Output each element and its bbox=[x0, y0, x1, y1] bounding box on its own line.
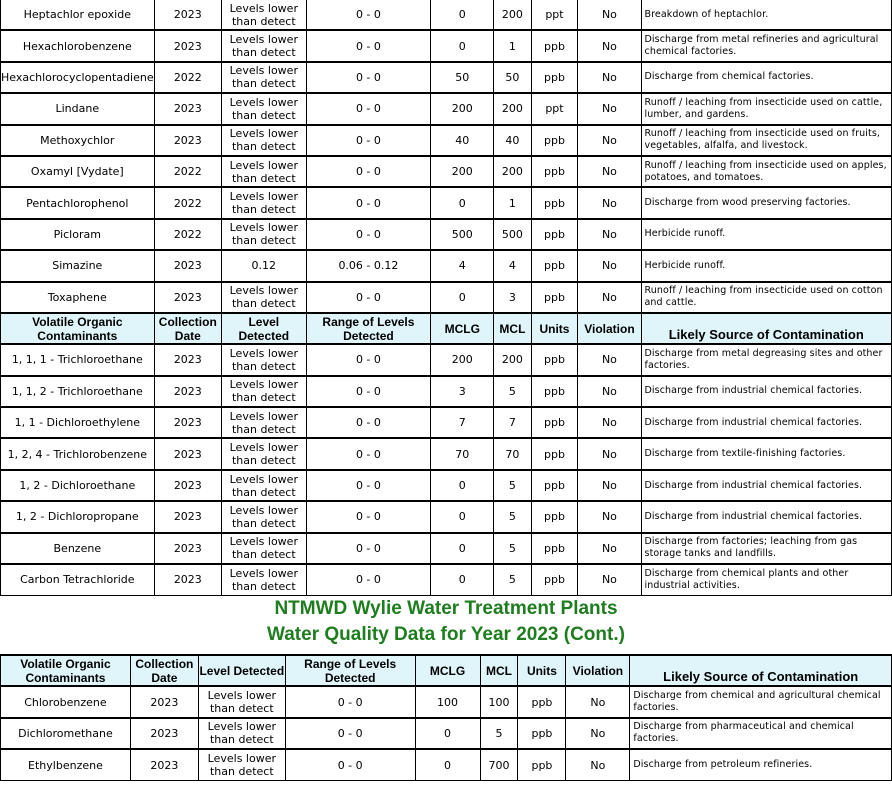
contaminant-name-cell: 1, 1, 1 - Trichloroethane bbox=[1, 344, 155, 375]
range-cell: 0 - 0 bbox=[306, 438, 431, 469]
table-row bbox=[1, 156, 892, 187]
mclg-cell: 0 bbox=[431, 470, 494, 501]
mclg-cell: 0 bbox=[415, 749, 480, 780]
report-title-line1: NTMWD Wylie Water Treatment Plants bbox=[274, 598, 618, 619]
collection-date-cell: 2022 bbox=[154, 156, 221, 187]
mclg-cell: 3 bbox=[431, 376, 494, 407]
units-cell: ppb bbox=[531, 250, 578, 281]
level-detected-cell: Levels lower than detect bbox=[222, 344, 307, 375]
collection-date-cell: 2023 bbox=[154, 533, 221, 564]
table-row bbox=[1, 30, 892, 61]
contaminant-name-cell: Ethylbenzene bbox=[1, 749, 131, 780]
table-row bbox=[1, 470, 892, 501]
collection-date-cell: 2023 bbox=[154, 282, 221, 313]
mcl-cell: 5 bbox=[480, 718, 518, 749]
collection-date-cell: 2023 bbox=[130, 718, 198, 749]
table-header-row bbox=[1, 655, 892, 686]
collection-date-cell: 2022 bbox=[154, 62, 221, 93]
range-cell: 0 - 0 bbox=[306, 564, 431, 595]
units-cell: ppb bbox=[531, 438, 578, 469]
contaminant-name-cell: Oxamyl [Vydate] bbox=[1, 156, 155, 187]
mclg-cell: 0 bbox=[431, 0, 494, 30]
units-cell: ppb bbox=[531, 219, 578, 250]
mclg-cell: 200 bbox=[431, 156, 494, 187]
range-cell: 0 - 0 bbox=[306, 376, 431, 407]
violation-cell: No bbox=[578, 156, 641, 187]
mclg-cell: 500 bbox=[431, 219, 494, 250]
collection-date-cell: 2023 bbox=[130, 749, 198, 780]
mcl-cell: 200 bbox=[494, 0, 531, 30]
contaminant-name-cell: Pentachlorophenol bbox=[1, 187, 155, 218]
violation-cell: No bbox=[578, 501, 641, 532]
likely-source-cell: Runoff / leaching from insecticide used on cotton and cattle. bbox=[641, 282, 891, 313]
report-title bbox=[0, 596, 892, 654]
contaminant-name-cell: Dichloromethane bbox=[1, 718, 131, 749]
violation-cell: No bbox=[566, 718, 630, 749]
table-header-row bbox=[1, 313, 892, 344]
header-contaminant: Volatile Organic Contaminants bbox=[1, 313, 155, 344]
level-detected-cell: Levels lower than detect bbox=[222, 282, 307, 313]
collection-date-cell: 2023 bbox=[154, 470, 221, 501]
header-violation: Violation bbox=[566, 655, 630, 686]
level-detected-cell: Levels lower than detect bbox=[222, 376, 307, 407]
header-source: Likely Source of Contamination bbox=[641, 313, 891, 344]
mcl-cell: 200 bbox=[494, 156, 531, 187]
table-row bbox=[1, 282, 892, 313]
collection-date-cell: 2023 bbox=[154, 125, 221, 156]
table-row bbox=[1, 93, 892, 124]
contaminant-name-cell: 1, 2 - Dichloropropane bbox=[1, 501, 155, 532]
collection-date-cell: 2023 bbox=[154, 376, 221, 407]
units-cell: ppb bbox=[531, 470, 578, 501]
units-cell: ppb bbox=[531, 187, 578, 218]
level-detected-cell: Levels lower than detect bbox=[222, 470, 307, 501]
likely-source-cell: Herbicide runoff. bbox=[641, 250, 891, 281]
table-row bbox=[1, 125, 892, 156]
range-cell: 0 - 0 bbox=[306, 93, 431, 124]
violation-cell: No bbox=[578, 407, 641, 438]
likely-source-cell: Discharge from industrial chemical factories. bbox=[641, 501, 891, 532]
collection-date-cell: 2023 bbox=[154, 344, 221, 375]
violation-cell: No bbox=[566, 749, 630, 780]
level-detected-cell: 0.12 bbox=[222, 250, 307, 281]
range-cell: 0 - 0 bbox=[306, 407, 431, 438]
range-cell: 0 - 0 bbox=[306, 125, 431, 156]
header-range: Range of Levels Detected bbox=[306, 313, 431, 344]
violation-cell: No bbox=[578, 282, 641, 313]
table-row bbox=[1, 749, 892, 780]
header-mcl: MCL bbox=[494, 313, 531, 344]
contaminant-name-cell: 1, 1 - Dichloroethylene bbox=[1, 407, 155, 438]
level-detected-cell: Levels lower than detect bbox=[222, 501, 307, 532]
range-cell: 0 - 0 bbox=[285, 718, 415, 749]
contaminant-name-cell: Chlorobenzene bbox=[1, 686, 131, 717]
likely-source-cell: Discharge from industrial chemical factories. bbox=[641, 407, 891, 438]
header-units: Units bbox=[531, 313, 578, 344]
violation-cell: No bbox=[578, 219, 641, 250]
collection-date-cell: 2023 bbox=[154, 30, 221, 61]
mclg-cell: 100 bbox=[415, 686, 480, 717]
violation-cell: No bbox=[578, 376, 641, 407]
units-cell: ppb bbox=[518, 718, 566, 749]
units-cell: ppb bbox=[518, 749, 566, 780]
likely-source-cell: Discharge from petroleum refineries. bbox=[630, 749, 892, 780]
table-row bbox=[1, 438, 892, 469]
mcl-cell: 5 bbox=[494, 376, 531, 407]
mcl-cell: 1 bbox=[494, 30, 531, 61]
likely-source-cell: Herbicide runoff. bbox=[641, 219, 891, 250]
violation-cell: No bbox=[578, 344, 641, 375]
mcl-cell: 5 bbox=[494, 564, 531, 595]
mclg-cell: 0 bbox=[431, 501, 494, 532]
likely-source-cell: Discharge from chemical factories. bbox=[641, 62, 891, 93]
collection-date-cell: 2023 bbox=[154, 501, 221, 532]
level-detected-cell: Levels lower than detect bbox=[198, 749, 285, 780]
contaminant-table-lower bbox=[0, 654, 892, 781]
violation-cell: No bbox=[578, 564, 641, 595]
units-cell: ppb bbox=[531, 533, 578, 564]
collection-date-cell: 2023 bbox=[130, 686, 198, 717]
header-level-detected: Level Detected bbox=[222, 313, 307, 344]
violation-cell: No bbox=[578, 470, 641, 501]
level-detected-cell: Levels lower than detect bbox=[198, 718, 285, 749]
level-detected-cell: Levels lower than detect bbox=[222, 156, 307, 187]
range-cell: 0.06 - 0.12 bbox=[306, 250, 431, 281]
mcl-cell: 3 bbox=[494, 282, 531, 313]
likely-source-cell: Runoff / leaching from insecticide used on fruits, vegetables, alfalfa, and livestock. bbox=[641, 125, 891, 156]
mcl-cell: 7 bbox=[494, 407, 531, 438]
mclg-cell: 0 bbox=[431, 187, 494, 218]
level-detected-cell: Levels lower than detect bbox=[222, 93, 307, 124]
units-cell: ppb bbox=[531, 62, 578, 93]
range-cell: 0 - 0 bbox=[306, 501, 431, 532]
range-cell: 0 - 0 bbox=[285, 749, 415, 780]
table-row bbox=[1, 718, 892, 749]
range-cell: 0 - 0 bbox=[306, 533, 431, 564]
mcl-cell: 50 bbox=[494, 62, 531, 93]
table-row bbox=[1, 686, 892, 717]
collection-date-cell: 2023 bbox=[154, 564, 221, 595]
mclg-cell: 0 bbox=[431, 282, 494, 313]
contaminant-name-cell: Heptachlor epoxide bbox=[1, 0, 155, 30]
collection-date-cell: 2023 bbox=[154, 93, 221, 124]
violation-cell: No bbox=[578, 187, 641, 218]
mcl-cell: 70 bbox=[494, 438, 531, 469]
table-row bbox=[1, 407, 892, 438]
header-violation: Violation bbox=[578, 313, 641, 344]
mclg-cell: 0 bbox=[431, 30, 494, 61]
mclg-cell: 50 bbox=[431, 62, 494, 93]
table-row bbox=[1, 501, 892, 532]
contaminant-name-cell: Hexachlorobenzene bbox=[1, 30, 155, 61]
violation-cell: No bbox=[578, 250, 641, 281]
mclg-cell: 70 bbox=[431, 438, 494, 469]
violation-cell: No bbox=[578, 93, 641, 124]
mcl-cell: 5 bbox=[494, 470, 531, 501]
units-cell: ppt bbox=[531, 93, 578, 124]
level-detected-cell: Levels lower than detect bbox=[222, 407, 307, 438]
contaminant-name-cell: Picloram bbox=[1, 219, 155, 250]
likely-source-cell: Runoff / leaching from insecticide used on apples, potatoes, and tomatoes. bbox=[641, 156, 891, 187]
collection-date-cell: 2023 bbox=[154, 250, 221, 281]
contaminant-name-cell: Hexachlorocyclopentadiene bbox=[1, 62, 155, 93]
level-detected-cell: Levels lower than detect bbox=[222, 533, 307, 564]
violation-cell: No bbox=[578, 125, 641, 156]
likely-source-cell: Discharge from industrial chemical factories. bbox=[641, 376, 891, 407]
header-collection-date: Collection Date bbox=[130, 655, 198, 686]
range-cell: 0 - 0 bbox=[306, 187, 431, 218]
level-detected-cell: Levels lower than detect bbox=[222, 438, 307, 469]
likely-source-cell: Discharge from metal degreasing sites and other factories. bbox=[641, 344, 891, 375]
likely-source-cell: Discharge from metal refineries and agricultural chemical factories. bbox=[641, 30, 891, 61]
violation-cell: No bbox=[578, 438, 641, 469]
level-detected-cell: Levels lower than detect bbox=[222, 564, 307, 595]
units-cell: ppb bbox=[531, 376, 578, 407]
violation-cell: No bbox=[578, 533, 641, 564]
mclg-cell: 40 bbox=[431, 125, 494, 156]
header-range: Range of Levels Detected bbox=[285, 655, 415, 686]
header-source: Likely Source of Contamination bbox=[630, 655, 892, 686]
mcl-cell: 5 bbox=[494, 501, 531, 532]
level-detected-cell: Levels lower than detect bbox=[222, 187, 307, 218]
table-row bbox=[1, 250, 892, 281]
mcl-cell: 4 bbox=[494, 250, 531, 281]
units-cell: ppb bbox=[531, 344, 578, 375]
report-title-line2: Water Quality Data for Year 2023 (Cont.) bbox=[267, 624, 625, 645]
table-row bbox=[1, 376, 892, 407]
likely-source-cell: Discharge from textile-finishing factories. bbox=[641, 438, 891, 469]
level-detected-cell: Levels lower than detect bbox=[222, 30, 307, 61]
level-detected-cell: Levels lower than detect bbox=[198, 686, 285, 717]
contaminant-name-cell: 1, 1, 2 - Trichloroethane bbox=[1, 376, 155, 407]
collection-date-cell: 2023 bbox=[154, 438, 221, 469]
level-detected-cell: Levels lower than detect bbox=[222, 62, 307, 93]
collection-date-cell: 2022 bbox=[154, 219, 221, 250]
table-row bbox=[1, 533, 892, 564]
units-cell: ppb bbox=[531, 125, 578, 156]
mcl-cell: 40 bbox=[494, 125, 531, 156]
units-cell: ppb bbox=[531, 156, 578, 187]
header-mcl: MCL bbox=[480, 655, 518, 686]
violation-cell: No bbox=[578, 30, 641, 61]
mclg-cell: 0 bbox=[431, 533, 494, 564]
contaminant-name-cell: 1, 2, 4 - Trichlorobenzene bbox=[1, 438, 155, 469]
likely-source-cell: Discharge from factories; leaching from gas storage tanks and landfills. bbox=[641, 533, 891, 564]
header-mclg: MCLG bbox=[415, 655, 480, 686]
header-contaminant: Volatile Organic Contaminants bbox=[1, 655, 131, 686]
mclg-cell: 200 bbox=[431, 344, 494, 375]
mclg-cell: 200 bbox=[431, 93, 494, 124]
contaminant-name-cell: Carbon Tetrachloride bbox=[1, 564, 155, 595]
mclg-cell: 0 bbox=[415, 718, 480, 749]
likely-source-cell: Breakdown of heptachlor. bbox=[641, 0, 891, 30]
table-row bbox=[1, 344, 892, 375]
contaminant-name-cell: Benzene bbox=[1, 533, 155, 564]
contaminant-name-cell: Lindane bbox=[1, 93, 155, 124]
header-level-detected: Level Detected bbox=[198, 655, 285, 686]
units-cell: ppb bbox=[531, 407, 578, 438]
level-detected-cell: Levels lower than detect bbox=[222, 219, 307, 250]
mcl-cell: 200 bbox=[494, 93, 531, 124]
mclg-cell: 7 bbox=[431, 407, 494, 438]
units-cell: ppb bbox=[531, 564, 578, 595]
range-cell: 0 - 0 bbox=[306, 0, 431, 30]
header-units: Units bbox=[518, 655, 566, 686]
range-cell: 0 - 0 bbox=[306, 30, 431, 61]
mcl-cell: 1 bbox=[494, 187, 531, 218]
likely-source-cell: Runoff / leaching from insecticide used on cattle, lumber, and gardens. bbox=[641, 93, 891, 124]
violation-cell: No bbox=[578, 62, 641, 93]
table-row bbox=[1, 187, 892, 218]
mcl-cell: 5 bbox=[494, 533, 531, 564]
header-collection-date: Collection Date bbox=[154, 313, 221, 344]
likely-source-cell: Discharge from chemical and agricultural chemical factories. bbox=[630, 686, 892, 717]
violation-cell: No bbox=[578, 0, 641, 30]
mclg-cell: 4 bbox=[431, 250, 494, 281]
contaminant-name-cell: Simazine bbox=[1, 250, 155, 281]
units-cell: ppb bbox=[518, 686, 566, 717]
table-row bbox=[1, 219, 892, 250]
units-cell: ppb bbox=[531, 501, 578, 532]
collection-date-cell: 2023 bbox=[154, 0, 221, 30]
units-cell: ppb bbox=[531, 30, 578, 61]
range-cell: 0 - 0 bbox=[306, 344, 431, 375]
contaminant-name-cell: Toxaphene bbox=[1, 282, 155, 313]
likely-source-cell: Discharge from chemical plants and other industrial activities. bbox=[641, 564, 891, 595]
likely-source-cell: Discharge from industrial chemical factories. bbox=[641, 470, 891, 501]
likely-source-cell: Discharge from pharmaceutical and chemical factories. bbox=[630, 718, 892, 749]
likely-source-cell: Discharge from wood preserving factories. bbox=[641, 187, 891, 218]
mcl-cell: 200 bbox=[494, 344, 531, 375]
range-cell: 0 - 0 bbox=[285, 686, 415, 717]
table-row bbox=[1, 564, 892, 595]
contaminant-name-cell: Methoxychlor bbox=[1, 125, 155, 156]
mcl-cell: 100 bbox=[480, 686, 518, 717]
range-cell: 0 - 0 bbox=[306, 470, 431, 501]
mclg-cell: 0 bbox=[431, 564, 494, 595]
range-cell: 0 - 0 bbox=[306, 62, 431, 93]
range-cell: 0 - 0 bbox=[306, 156, 431, 187]
level-detected-cell: Levels lower than detect bbox=[222, 0, 307, 30]
units-cell: ppb bbox=[531, 282, 578, 313]
range-cell: 0 - 0 bbox=[306, 282, 431, 313]
mcl-cell: 700 bbox=[480, 749, 518, 780]
table-row bbox=[1, 0, 892, 30]
level-detected-cell: Levels lower than detect bbox=[222, 125, 307, 156]
collection-date-cell: 2022 bbox=[154, 187, 221, 218]
table-row bbox=[1, 62, 892, 93]
range-cell: 0 - 0 bbox=[306, 219, 431, 250]
collection-date-cell: 2023 bbox=[154, 407, 221, 438]
mcl-cell: 500 bbox=[494, 219, 531, 250]
violation-cell: No bbox=[566, 686, 630, 717]
contaminant-name-cell: 1, 2 - Dichloroethane bbox=[1, 470, 155, 501]
header-mclg: MCLG bbox=[431, 313, 494, 344]
units-cell: ppt bbox=[531, 0, 578, 30]
